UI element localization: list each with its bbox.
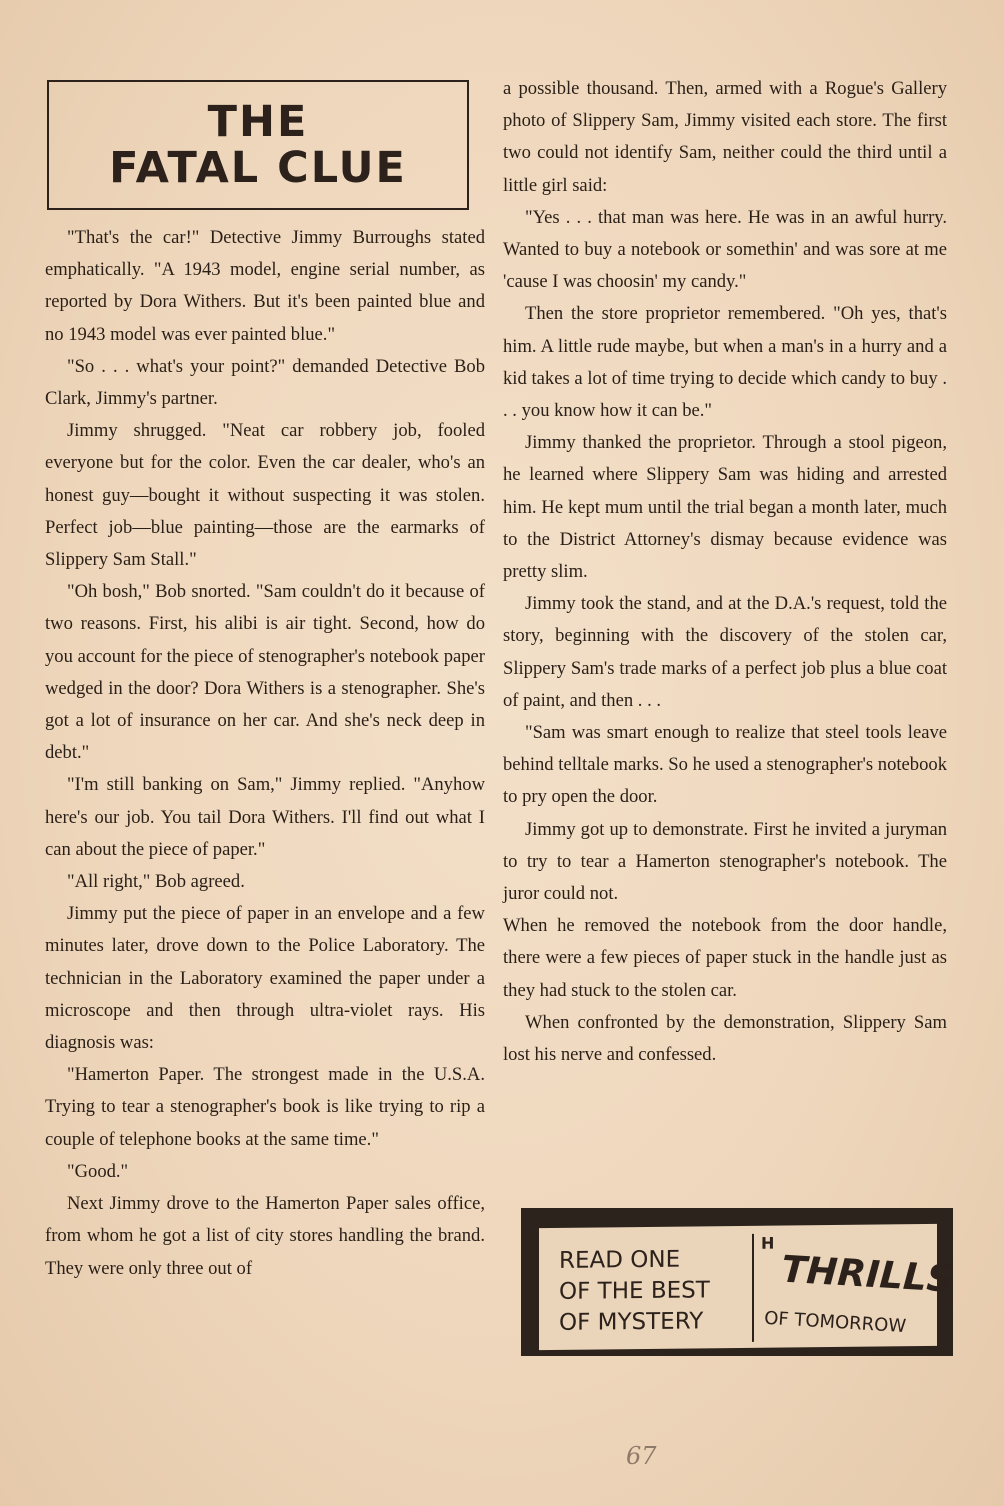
page-number: 67 [626,1442,657,1470]
paragraph: a possible thousand. Then, armed with a Rogue's Gallery photo of Slippery Sam, Jimmy visited each store. The first two could not identify Sam, neither could the third until a little girl said: [503,78,947,196]
paragraph: "Hamerton Paper. The strongest made in the U.S.A. Trying to tear a stenographer's book is like trying to rip a couple of telephone books at the same time." [45,1064,485,1150]
paragraph: Jimmy put the piece of paper in an envelope and a few minutes later, drove down to the Police Laboratory. The technician in the Laboratory examined the paper under a microscope and then through ultra-violet rays. His diagnosis was: [45,903,485,1054]
paragraph: "Good." [67,1160,129,1182]
title-line-2: FATAL CLUE [109,143,407,193]
paragraph: When he removed the notebook from the door handle, there were a few pieces of paper stuck in the handle just as they had stuck to the stolen car. [503,915,947,1001]
ad-tagline-line-1: READ ONE [559,1246,681,1274]
paragraph: "I'm still banking on Sam," Jimmy replied. "Anyhow here's our job. You tail Dora Withers. I'll find out what I can about the piece of paper." [45,774,485,860]
ad-tagline-line-2: OF THE BEST [559,1277,710,1305]
ad-divider [752,1234,754,1342]
story-title-box [47,80,469,210]
paragraph: "Sam was smart enough to realize that steel tools leave behind telltale marks. So he used a stenographer's notebook to pry open the door. [503,722,947,808]
ad-tagline-line-3: OF MYSTERY [559,1308,704,1336]
paragraph: Jimmy thanked the proprietor. Through a stool pigeon, he learned where Slippery Sam was hiding and arrested him. He kept mum until the trial began a month later, much to the District Attorney's dismay because evidence was pretty slim. [503,432,947,583]
ad-h-letter: H [761,1233,775,1253]
ad-tagline [559,1244,749,1339]
paragraph: "Yes . . . that man was here. He was in an awful hurry. Wanted to buy a notebook or somethin' and was sore at me 'cause I was choosin' my candy." [503,206,947,293]
paragraph: "That's the car!" Detective Jimmy Burroughs stated emphatically. "A 1943 model, engine serial number, as reported by Dora Withers. But it's been painted blue and no 1943 model was ever painted blue." [45,227,485,345]
ad-of-tomorrow: OF TOMORROW [763,1307,907,1338]
thrills-of-tomorrow-ad [521,1208,953,1356]
ad-paper-panel [539,1224,955,1350]
paragraph: Next Jimmy drove to the Hamerton Paper sales office, from whom he got a list of city stores handling the brand. They were only three out of [45,1193,485,1279]
paragraph: When confronted by the demonstration, Slippery Sam lost his nerve and confessed. [503,1011,947,1066]
ad-thrills-title: THRILLS [780,1247,955,1301]
paragraph: Jimmy shrugged. "Neat car robbery job, fooled everyone but for the color. Even the car dealer, who's an honest guy—bought it without suspecting it was stolen. Perfect job—blue painting—those are the earmarks of Slippery Sam Stall." [45,420,485,571]
title-line-1: THE [207,97,309,147]
paragraph: Jimmy got up to demonstrate. First he invited a juryman to try to tear a Hamerton stenographer's notebook. The juror could not. [503,818,947,905]
paragraph: Jimmy took the stand, and at the D.A.'s request, told the story, beginning with the discovery of the stolen car, Slippery Sam's trade marks of a perfect job plus a blue coat of paint, and then . . . [503,593,947,711]
paragraph: Then the store proprietor remembered. "Oh yes, that's him. A little rude maybe, but when a man's in a hurry and a kid takes a lot of time trying to decide which candy to buy . . . you know how it can be." [503,303,947,422]
left-text-column [45,222,485,1285]
right-text-column [503,73,947,1071]
paragraph: "All right," Bob agreed. [67,871,245,893]
paragraph: "Oh bosh," Bob snorted. "Sam couldn't do it because of two reasons. First, his alibi is air tight. Second, how do you account for the piece of stenographer's notebook paper wedged in the door? Dora Withers is a stenographer. She's got a lot of insurance on her car. And she's neck deep in debt." [45,581,485,764]
paragraph: "So . . . what's your point?" demanded Detective Bob Clark, Jimmy's partner. [45,355,485,410]
